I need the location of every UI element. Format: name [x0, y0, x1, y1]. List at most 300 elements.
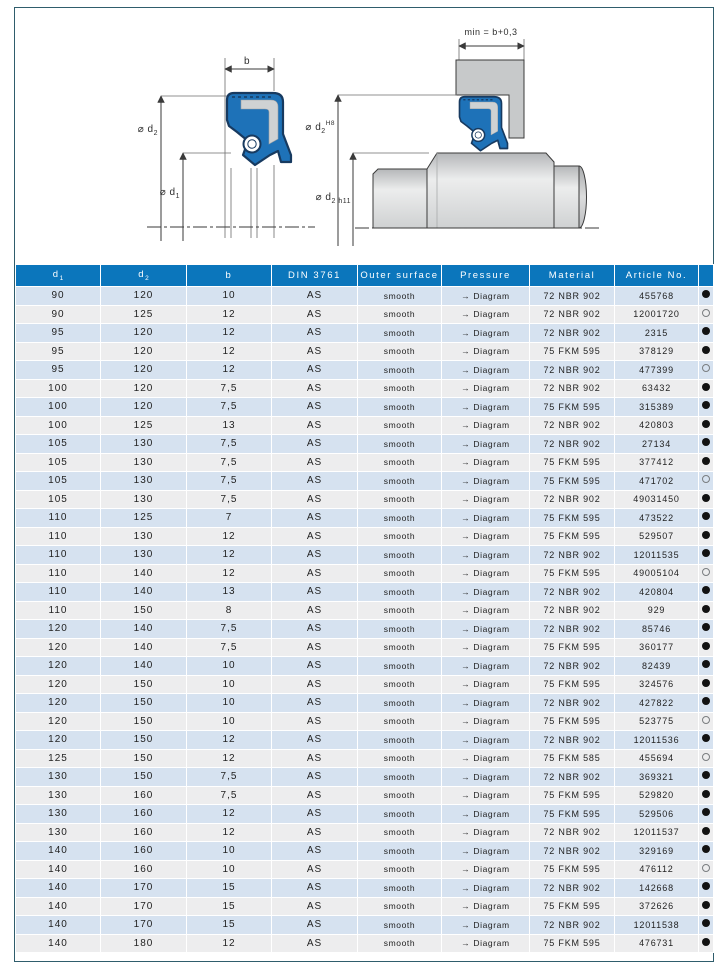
availability-dot-filled — [702, 623, 710, 631]
cell-material: 72 NBR 902 — [530, 842, 615, 861]
availability-dot-filled — [702, 346, 710, 354]
cell-pressure: → Diagram — [442, 786, 530, 805]
cell-material: 75 FKM 595 — [530, 675, 615, 694]
cell-article-no: 377412 — [615, 453, 699, 472]
cell-din: AS — [272, 509, 358, 528]
cell-article-no: 476731 — [615, 934, 699, 953]
seal-cross-section-left — [138, 56, 315, 241]
cell-din: AS — [272, 842, 358, 861]
cell-b: 8 — [187, 601, 272, 620]
cell-b: 12 — [187, 564, 272, 583]
table-row — [16, 860, 714, 879]
page-border-frame — [14, 7, 714, 962]
table-row — [16, 712, 714, 731]
cell-outer-surface: smooth — [358, 675, 442, 694]
cell-d1: 130 — [16, 786, 101, 805]
column-header-availability — [699, 265, 714, 287]
dim-label-d2: ⌀ $d_2$ — [137, 124, 158, 137]
cell-din: AS — [272, 620, 358, 639]
seal-cross-section — [227, 93, 291, 165]
cell-outer-surface: smooth — [358, 490, 442, 509]
availability-dot-open — [702, 568, 710, 576]
cell-b: 12 — [187, 527, 272, 546]
table-row — [16, 416, 714, 435]
cell-din: AS — [272, 398, 358, 417]
cell-b: 12 — [187, 342, 272, 361]
availability-dot-filled — [702, 605, 710, 613]
availability-dot-filled — [702, 438, 710, 446]
table-row — [16, 620, 714, 639]
cell-d2: 130 — [101, 527, 187, 546]
cell-material: 75 FKM 595 — [530, 472, 615, 491]
cell-pressure: → Diagram — [442, 546, 530, 565]
cell-b: 10 — [187, 287, 272, 306]
cell-d2: 130 — [101, 453, 187, 472]
cell-pressure: → Diagram — [442, 379, 530, 398]
cell-article-no: 929 — [615, 601, 699, 620]
cell-article-no: 420804 — [615, 583, 699, 602]
availability-dot-open — [702, 864, 710, 872]
cell-d1: 130 — [16, 805, 101, 824]
technical-diagram — [15, 8, 713, 258]
cell-availability — [699, 361, 714, 380]
cell-outer-surface: smooth — [358, 287, 442, 306]
table-row — [16, 287, 714, 306]
cell-availability — [699, 453, 714, 472]
cell-availability — [699, 934, 714, 953]
cell-d2: 160 — [101, 805, 187, 824]
cell-material: 75 FKM 595 — [530, 805, 615, 824]
cell-article-no: 12011535 — [615, 546, 699, 565]
cell-material: 75 FKM 595 — [530, 934, 615, 953]
cell-article-no: 473522 — [615, 509, 699, 528]
cell-material: 72 NBR 902 — [530, 435, 615, 454]
table-row — [16, 601, 714, 620]
cell-d2: 120 — [101, 287, 187, 306]
cell-d1: 110 — [16, 564, 101, 583]
cell-pressure: → Diagram — [442, 712, 530, 731]
cell-availability — [699, 897, 714, 916]
cell-material: 75 FKM 595 — [530, 398, 615, 417]
cell-d2: 170 — [101, 897, 187, 916]
cell-outer-surface: smooth — [358, 527, 442, 546]
cell-pressure: → Diagram — [442, 472, 530, 491]
cell-din: AS — [272, 305, 358, 324]
availability-dot-filled — [702, 642, 710, 650]
availability-dot-filled — [702, 771, 710, 779]
cell-din: AS — [272, 583, 358, 602]
dim-label-d2-h11: ⌀ $d_2$ h11 — [315, 192, 351, 205]
cell-outer-surface: smooth — [358, 934, 442, 953]
cell-d1: 100 — [16, 398, 101, 417]
table-row — [16, 638, 714, 657]
availability-dot-filled — [702, 327, 710, 335]
cell-d2: 120 — [101, 361, 187, 380]
cell-material: 72 NBR 902 — [530, 731, 615, 750]
cell-d2: 120 — [101, 379, 187, 398]
availability-dot-filled — [702, 383, 710, 391]
cell-pressure: → Diagram — [442, 823, 530, 842]
cell-pressure: → Diagram — [442, 583, 530, 602]
cell-outer-surface: smooth — [358, 768, 442, 787]
cell-material: 75 FKM 595 — [530, 527, 615, 546]
table-row — [16, 398, 714, 417]
table-row — [16, 472, 714, 491]
cell-d1: 140 — [16, 860, 101, 879]
cell-outer-surface: smooth — [358, 712, 442, 731]
cell-din: AS — [272, 638, 358, 657]
seal-diagram-svg — [15, 8, 713, 258]
cell-d1: 95 — [16, 342, 101, 361]
column-header-din: DIN 3761 — [272, 265, 358, 287]
cell-d2: 170 — [101, 879, 187, 898]
table-row — [16, 731, 714, 750]
cell-din: AS — [272, 694, 358, 713]
cell-pressure: → Diagram — [442, 305, 530, 324]
cell-article-no: 427822 — [615, 694, 699, 713]
table-row — [16, 490, 714, 509]
table-row — [16, 694, 714, 713]
cell-outer-surface: smooth — [358, 805, 442, 824]
cell-article-no: 63432 — [615, 379, 699, 398]
cell-d2: 180 — [101, 934, 187, 953]
cell-d1: 105 — [16, 453, 101, 472]
cell-b: 10 — [187, 694, 272, 713]
cell-availability — [699, 879, 714, 898]
cell-article-no: 529506 — [615, 805, 699, 824]
column-header-d1: $d_1$ — [16, 265, 101, 287]
cell-article-no: 471702 — [615, 472, 699, 491]
cell-d2: 140 — [101, 583, 187, 602]
cell-d2: 160 — [101, 823, 187, 842]
cell-article-no: 324576 — [615, 675, 699, 694]
cell-b: 7,5 — [187, 453, 272, 472]
cell-d1: 110 — [16, 509, 101, 528]
cell-b: 7,5 — [187, 490, 272, 509]
cell-d1: 120 — [16, 694, 101, 713]
cell-b: 7 — [187, 509, 272, 528]
cell-d2: 150 — [101, 749, 187, 768]
cell-outer-surface: smooth — [358, 860, 442, 879]
cell-article-no: 142668 — [615, 879, 699, 898]
cell-article-no: 360177 — [615, 638, 699, 657]
spec-table-body — [16, 287, 714, 953]
cell-article-no: 12001720 — [615, 305, 699, 324]
cell-material: 72 NBR 902 — [530, 361, 615, 380]
availability-dot-filled — [702, 586, 710, 594]
cell-d1: 120 — [16, 675, 101, 694]
table-row — [16, 546, 714, 565]
cell-b: 7,5 — [187, 638, 272, 657]
cell-outer-surface: smooth — [358, 601, 442, 620]
cell-d1: 130 — [16, 768, 101, 787]
cell-d1: 110 — [16, 583, 101, 602]
table-row — [16, 934, 714, 953]
cell-b: 15 — [187, 897, 272, 916]
table-row — [16, 324, 714, 343]
cell-material: 75 FKM 595 — [530, 564, 615, 583]
cell-d2: 130 — [101, 546, 187, 565]
cell-material: 75 FKM 595 — [530, 638, 615, 657]
cell-b: 12 — [187, 823, 272, 842]
table-row — [16, 657, 714, 676]
table-row — [16, 564, 714, 583]
cell-din: AS — [272, 527, 358, 546]
cell-availability — [699, 490, 714, 509]
cell-d2: 160 — [101, 860, 187, 879]
cell-b: 10 — [187, 842, 272, 861]
cell-b: 13 — [187, 583, 272, 602]
cell-b: 12 — [187, 749, 272, 768]
cell-b: 15 — [187, 916, 272, 935]
cell-d1: 120 — [16, 731, 101, 750]
cell-d2: 150 — [101, 712, 187, 731]
availability-dot-filled — [702, 790, 710, 798]
cell-outer-surface: smooth — [358, 564, 442, 583]
cell-din: AS — [272, 361, 358, 380]
cell-din: AS — [272, 675, 358, 694]
cell-availability — [699, 842, 714, 861]
cell-b: 7,5 — [187, 472, 272, 491]
cell-pressure: → Diagram — [442, 601, 530, 620]
cell-outer-surface: smooth — [358, 509, 442, 528]
column-header-b: b — [187, 265, 272, 287]
cell-d2: 160 — [101, 786, 187, 805]
cell-pressure: → Diagram — [442, 287, 530, 306]
cell-material: 75 FKM 595 — [530, 342, 615, 361]
cell-availability — [699, 768, 714, 787]
cell-din: AS — [272, 416, 358, 435]
cell-pressure: → Diagram — [442, 638, 530, 657]
table-row — [16, 675, 714, 694]
cell-material: 72 NBR 902 — [530, 823, 615, 842]
cell-d1: 140 — [16, 897, 101, 916]
cell-din: AS — [272, 749, 358, 768]
cell-d1: 120 — [16, 620, 101, 639]
cell-material: 72 NBR 902 — [530, 379, 615, 398]
cell-d2: 120 — [101, 342, 187, 361]
cell-article-no: 12011536 — [615, 731, 699, 750]
cell-b: 7,5 — [187, 620, 272, 639]
cell-pressure: → Diagram — [442, 398, 530, 417]
availability-dot-filled — [702, 401, 710, 409]
cell-availability — [699, 601, 714, 620]
cell-pressure: → Diagram — [442, 453, 530, 472]
cell-d1: 130 — [16, 823, 101, 842]
cell-article-no: 529507 — [615, 527, 699, 546]
cell-din: AS — [272, 490, 358, 509]
cell-availability — [699, 583, 714, 602]
cell-d2: 140 — [101, 620, 187, 639]
cell-outer-surface: smooth — [358, 324, 442, 343]
cell-outer-surface: smooth — [358, 638, 442, 657]
cell-availability — [699, 749, 714, 768]
cell-d2: 140 — [101, 657, 187, 676]
cell-b: 10 — [187, 712, 272, 731]
cell-din: AS — [272, 564, 358, 583]
cell-outer-surface: smooth — [358, 546, 442, 565]
cell-availability — [699, 527, 714, 546]
cell-din: AS — [272, 897, 358, 916]
cell-d2: 170 — [101, 916, 187, 935]
cell-din: AS — [272, 879, 358, 898]
cell-b: 10 — [187, 860, 272, 879]
shaft-main-step — [427, 153, 554, 228]
cell-d2: 130 — [101, 435, 187, 454]
cell-pressure: → Diagram — [442, 657, 530, 676]
table-row — [16, 786, 714, 805]
cell-b: 12 — [187, 934, 272, 953]
cell-availability — [699, 620, 714, 639]
cell-d2: 150 — [101, 768, 187, 787]
cell-d1: 100 — [16, 379, 101, 398]
cell-outer-surface: smooth — [358, 620, 442, 639]
availability-dot-filled — [702, 901, 710, 909]
cell-d1: 100 — [16, 416, 101, 435]
cell-d2: 150 — [101, 731, 187, 750]
cell-availability — [699, 731, 714, 750]
cell-material: 75 FKM 595 — [530, 860, 615, 879]
cell-outer-surface: smooth — [358, 823, 442, 842]
availability-dot-open — [702, 753, 710, 761]
shaft-right-step — [554, 166, 579, 228]
cell-outer-surface: smooth — [358, 472, 442, 491]
cell-article-no: 378129 — [615, 342, 699, 361]
availability-dot-filled — [702, 827, 710, 835]
cell-outer-surface: smooth — [358, 398, 442, 417]
cell-pressure: → Diagram — [442, 435, 530, 454]
cell-pressure: → Diagram — [442, 675, 530, 694]
cell-availability — [699, 435, 714, 454]
column-header-article-no: Article No. — [615, 265, 699, 287]
availability-dot-filled — [702, 697, 710, 705]
cell-material: 72 NBR 902 — [530, 546, 615, 565]
cell-din: AS — [272, 805, 358, 824]
cell-article-no: 329169 — [615, 842, 699, 861]
cell-d2: 130 — [101, 490, 187, 509]
cell-b: 15 — [187, 879, 272, 898]
spec-table — [15, 264, 714, 953]
cell-availability — [699, 324, 714, 343]
cell-article-no: 315389 — [615, 398, 699, 417]
cell-d2: 160 — [101, 842, 187, 861]
cell-material: 75 FKM 585 — [530, 749, 615, 768]
cell-material: 72 NBR 902 — [530, 620, 615, 639]
availability-dot-filled — [702, 919, 710, 927]
cell-d1: 90 — [16, 287, 101, 306]
dim-label-min: min = b+0,3 — [464, 27, 518, 37]
table-row — [16, 823, 714, 842]
column-header-outer-surface: Outer surface — [358, 265, 442, 287]
cell-d2: 120 — [101, 398, 187, 417]
cell-din: AS — [272, 731, 358, 750]
cell-d2: 125 — [101, 509, 187, 528]
table-row — [16, 453, 714, 472]
cell-d2: 125 — [101, 305, 187, 324]
column-header-material: Material — [530, 265, 615, 287]
availability-dot-filled — [702, 457, 710, 465]
cell-availability — [699, 379, 714, 398]
cell-outer-surface: smooth — [358, 916, 442, 935]
cell-outer-surface: smooth — [358, 842, 442, 861]
cell-d2: 140 — [101, 564, 187, 583]
table-row — [16, 435, 714, 454]
dim-label-b: b — [243, 56, 251, 67]
cell-d1: 110 — [16, 527, 101, 546]
cell-pressure: → Diagram — [442, 842, 530, 861]
table-row — [16, 583, 714, 602]
cell-d1: 120 — [16, 657, 101, 676]
cell-availability — [699, 398, 714, 417]
cell-d1: 105 — [16, 435, 101, 454]
availability-dot-open — [702, 309, 710, 317]
cell-d1: 90 — [16, 305, 101, 324]
availability-dot-open — [702, 475, 710, 483]
cell-material: 75 FKM 595 — [530, 453, 615, 472]
cell-d2: 150 — [101, 694, 187, 713]
cell-din: AS — [272, 916, 358, 935]
cell-outer-surface: smooth — [358, 416, 442, 435]
cell-b: 12 — [187, 546, 272, 565]
cell-pressure: → Diagram — [442, 860, 530, 879]
cell-article-no: 529820 — [615, 786, 699, 805]
cell-pressure: → Diagram — [442, 342, 530, 361]
cell-availability — [699, 305, 714, 324]
cell-pressure: → Diagram — [442, 694, 530, 713]
cell-pressure: → Diagram — [442, 620, 530, 639]
cell-article-no: 12011538 — [615, 916, 699, 935]
cell-d1: 110 — [16, 601, 101, 620]
cell-pressure: → Diagram — [442, 879, 530, 898]
cell-article-no: 476112 — [615, 860, 699, 879]
table-row — [16, 749, 714, 768]
cell-d1: 95 — [16, 361, 101, 380]
cell-material: 72 NBR 902 — [530, 916, 615, 935]
cell-b: 12 — [187, 324, 272, 343]
cell-outer-surface: smooth — [358, 694, 442, 713]
cell-availability — [699, 287, 714, 306]
availability-dot-filled — [702, 290, 710, 298]
cell-d2: 120 — [101, 324, 187, 343]
availability-dot-filled — [702, 734, 710, 742]
cell-din: AS — [272, 379, 358, 398]
table-header-row — [16, 265, 714, 287]
cell-din: AS — [272, 657, 358, 676]
cell-pressure: → Diagram — [442, 934, 530, 953]
cell-material: 75 FKM 595 — [530, 509, 615, 528]
cell-article-no: 12011537 — [615, 823, 699, 842]
cell-pressure: → Diagram — [442, 490, 530, 509]
cell-outer-surface: smooth — [358, 342, 442, 361]
table-row — [16, 805, 714, 824]
cell-d1: 120 — [16, 638, 101, 657]
cell-material: 75 FKM 595 — [530, 897, 615, 916]
cell-article-no: 2315 — [615, 324, 699, 343]
cell-article-no: 477399 — [615, 361, 699, 380]
availability-dot-filled — [702, 549, 710, 557]
cell-d1: 110 — [16, 546, 101, 565]
cell-b: 12 — [187, 805, 272, 824]
cell-d1: 95 — [16, 324, 101, 343]
seal-installed — [460, 97, 508, 151]
cell-pressure: → Diagram — [442, 509, 530, 528]
table-row — [16, 342, 714, 361]
cell-pressure: → Diagram — [442, 749, 530, 768]
cell-d1: 125 — [16, 749, 101, 768]
cell-material: 72 NBR 902 — [530, 490, 615, 509]
cell-b: 7,5 — [187, 786, 272, 805]
cell-pressure: → Diagram — [442, 805, 530, 824]
